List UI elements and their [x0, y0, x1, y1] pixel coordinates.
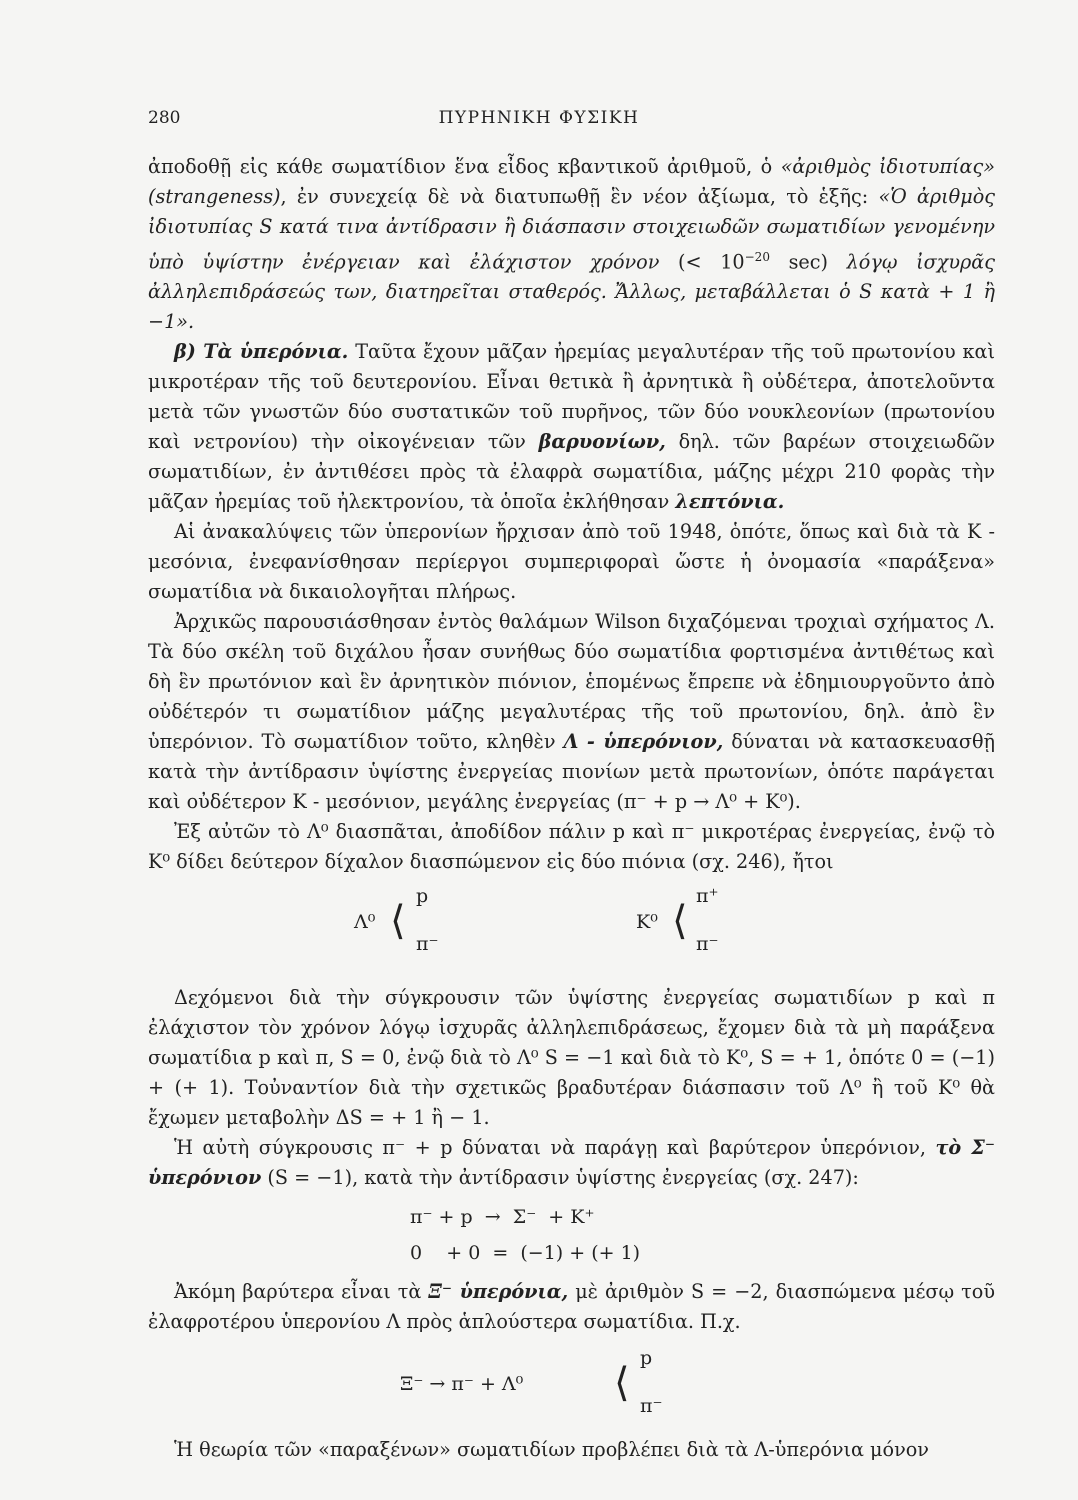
- decay-diagrams: [148, 881, 995, 973]
- bold-term: λεπτόνια.: [675, 490, 785, 514]
- text-run: , ἐν συνεχείᾳ δὲ νὰ διατυπωθῇ ἓν νέον ἀξίωμα, τὸ ἑξῆς:: [280, 185, 879, 208]
- branch-bracket-icon: ⟨: [614, 1360, 630, 1407]
- kaon-parent: K⁰: [636, 911, 658, 934]
- text-run: ἀποδοθῇ εἰς κάθε σωματίδιον ἕνα εἶδος κβαντικοῦ ἀριθμοῦ, ὁ: [148, 155, 781, 178]
- bold-term: Ξ⁻ ὑπερόνια,: [428, 1280, 569, 1304]
- section-heading: β) Τὰ ὑπερόνια.: [174, 340, 349, 364]
- text-run: (S = −1), κατὰ τὴν ἀντίδρασιν ὑψίστης ἐνεργείας (σχ. 247):: [261, 1166, 859, 1190]
- paragraph-theory: Ἡ θεωρία τῶν «παραξένων» σωματιδίων προβλέπει διὰ τὰ Λ-ὑπερόνια μόνον: [174, 1438, 929, 1462]
- text-run: sec): [769, 250, 847, 274]
- paragraph-discovery: Αἱ ἀνακαλύψεις τῶν ὑπερονίων ἤρχισαν ἀπὸ τοῦ 1948, ὁπότε, ὅπως καὶ διὰ τὰ K - μεσόνια, ἐνεφανίσθησαν περίεργοι συμπεριφοραὶ ὥστε ἡ ὀνομασία «παράξενα» σωματίδια νὰ δικαιολογῆται πλήρως.: [148, 520, 995, 604]
- branch-bracket-icon: ⟨: [672, 898, 688, 945]
- text-run: δηλ. τῶν βαρέων στοιχειωδῶν σωματιδίων, ἐν ἀντιθέσει πρὸς τὰ ἐλαφρὰ σωματίδια, μάζης μέχρι 210 φορὰς τὴν μᾶζαν ἠρεμίας τοῦ ἠλεκτρονίου, τὰ ὁποῖα ἐκλήθησαν: [148, 430, 995, 514]
- paragraph-lambda: [148, 607, 995, 817]
- sigma-reaction: [410, 1199, 995, 1271]
- xi-product-top: p: [640, 1347, 653, 1370]
- bold-term: τὸ Σ⁻ ὑπερόνιον: [148, 1136, 995, 1190]
- strangeness-equation: 0 + 0 = (−1) + (+ 1): [410, 1242, 641, 1265]
- bold-term: βαρυονίων,: [538, 430, 666, 454]
- text-run: Ταῦτα ἔχουν μᾶζαν ἠρεμίας μεγαλυτέραν τῆς τοῦ πρωτονίου καὶ μικροτέραν τῆς τοῦ δευτερονίου. Εἶναι θετικὰ ἢ ἀρνητικὰ ἢ οὐδέτερα, ἀποτελοῦντα μετὰ τῶν γνωστῶν δύο συστατικῶν τοῦ πυρῆνος, τῶν δύο νουκλεονίων (πρωτονίου καὶ νετρονίου) τὴν οἰκογένειαν τῶν: [148, 340, 995, 454]
- page-body: [148, 152, 995, 1465]
- kaon-product-bottom: π⁻: [696, 933, 719, 956]
- italic-term: «ἀριθμὸς ἰδιοτυπίας» (strangeness): [148, 155, 995, 208]
- lambda-parent: Λ⁰: [354, 911, 376, 934]
- axiom-text: «Ὁ ἀριθμὸς ἰδιοτυπίας S κατά τινα ἀντίδρασιν ἢ διάσπασιν στοιχειωδῶν σωματιδίων γενομένην ὑπὸ ὑψίστην ἐνέργειαν καὶ ἐλάχιστον χρόνον: [148, 185, 995, 274]
- axiom-text: λόγῳ ἰσχυρᾶς ἀλληλεπιδράσεώς των, διατηρεῖται σταθερός. Ἄλλως, μεταβάλλεται ὁ S κατὰ + 1 ἢ −1».: [148, 250, 995, 334]
- reaction-equation: π⁻ + p → Σ⁻ + K⁺: [410, 1206, 595, 1229]
- text-run: δύναται νὰ κατασκευασθῇ κατὰ τὴν ἀντίδρασιν ὑψίστης ἐνεργείας πιονίων μετὰ πρωτονίων, ὁπότε παράγεται καὶ οὐδέτερον K - μεσόνιον, μεγάλης ἐνεργείας (π⁻ + p → Λ⁰ + K⁰).: [148, 730, 995, 814]
- paragraph-sigma: [148, 1133, 995, 1193]
- paragraph-conservation: Δεχόμενοι διὰ τὴν σύγκρουσιν τῶν ὑψίστης ἐνεργείας σωματιδίων p καὶ π ἐλάχιστον τὸν χρόνον λόγῳ ἰσχυρᾶς ἀλληλεπιδράσεως, ἔχομεν διὰ τὰ μὴ παράξενα σωματίδια p καὶ π, S = 0, ἐνῷ διὰ τὸ Λ⁰ S = −1 καὶ διὰ τὸ K⁰, S = + 1, ὁπότε 0 = (−1) + (+ 1). Τοὐναντίον διὰ τὴν σχετικῶς βραδυτέραν διάσπασιν τοῦ Λ⁰ ἢ τοῦ K⁰ θὰ ἔχωμεν μεταβολὴν ΔS = + 1 ἢ − 1.: [148, 986, 995, 1130]
- branch-bracket-icon: ⟨: [390, 898, 406, 945]
- lambda-product-top: p: [416, 885, 429, 908]
- xi-decay: [148, 1343, 995, 1427]
- xi-product-bottom: π⁻: [640, 1395, 663, 1418]
- text-run: Ἀκόμη βαρύτερα εἶναι τὰ: [174, 1280, 429, 1304]
- page-header: [0, 108, 1078, 138]
- text-run: Ἀρχικῶς παρουσιάσθησαν ἐντὸς θαλάμων Wilson διχαζόμεναι τροχιαὶ σχήματος Λ. Τὰ δύο σκέλη τοῦ διχάλου ἦσαν συνήθως δύο σωματίδια φορτισμένα ἀντιθέτως καὶ δὴ ἓν πρωτόνιον καὶ ἓν ἀρνητικὸν πιόνιον, ἑπομένως ἔπρεπε νὰ ἐδημιουργοῦντο ἀπὸ οὐδέτερόν τι σωματίδιον μάζης μεγαλυτέρας τῆς τοῦ πρωτονίου, δηλ. ἀπὸ ἓν ὑπερόνιον. Τὸ σωματίδιον τοῦτο, κληθὲν: [148, 610, 995, 754]
- page-number: 280: [148, 108, 181, 128]
- kaon-product-top: π⁺: [696, 885, 719, 908]
- running-title: ΠΥΡΗΝΙΚΗ ΦΥΣΙΚΗ: [438, 108, 640, 128]
- paragraph-xi: [148, 1277, 995, 1337]
- text-run: μὲ ἀριθμὸν S = −2, διασπώμενα μέσῳ τοῦ ἐλαφροτέρου ὑπερονίου Λ πρὸς ἁπλούστερα σωματίδια. Π.χ.: [148, 1280, 996, 1334]
- exponent: −20: [744, 250, 770, 264]
- text-run: Ἡ αὐτὴ σύγκρουσις π⁻ + p δύναται νὰ παράγῃ καὶ βαρύτερον ὑπερόνιον,: [174, 1136, 936, 1160]
- paragraph-strangeness: [148, 152, 995, 337]
- text-run: (< 10: [659, 250, 745, 274]
- paragraph-hyperons: [148, 337, 995, 517]
- bold-term: Λ - ὑπερόνιον,: [563, 730, 724, 754]
- lambda-product-bottom: π⁻: [416, 933, 439, 956]
- paragraph-decay: Ἐξ αὐτῶν τὸ Λ⁰ διασπᾶται, ἀποδίδον πάλιν p καὶ π⁻ μικροτέρας ἐνεργείας, ἐνῷ τὸ K⁰ δίδει δεύτερον δίχαλον διασπώμενον εἰς δύο πιόνια (σχ. 246), ἤτοι: [148, 820, 995, 874]
- xi-decay-lhs: Ξ⁻ → π⁻ + Λ⁰: [400, 1373, 524, 1396]
